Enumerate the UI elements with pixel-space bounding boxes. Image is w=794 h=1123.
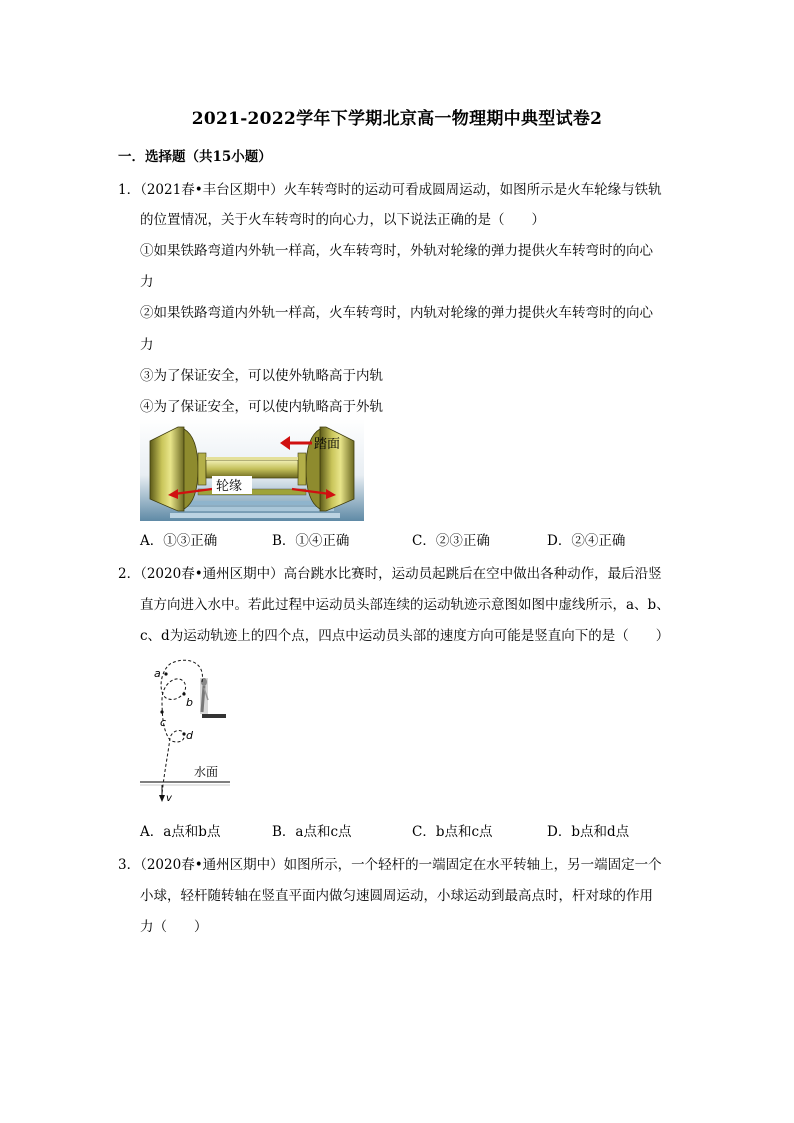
label-a: a (154, 667, 161, 680)
velocity-label: v (166, 793, 172, 804)
flange-label: 轮缘 (216, 479, 243, 494)
q1-statement-2-cont: 力 (140, 337, 154, 353)
point-a (164, 672, 167, 675)
q2-option-b[interactable]: B．a点和c点 (272, 824, 352, 840)
q2-stem-line1: 2．（2020春•通州区期中）高台跳水比赛时，运动员起跳后在空中做出各种动作，最后沿竖 (118, 566, 662, 582)
q3-stem-line1: 3．（2020春•通州区期中）如图所示，一个轻杆的一端固定在水平转轴上，另一端固定一个 (118, 857, 662, 873)
tread-label: 踏面 (314, 437, 341, 452)
q1-stem-line1: 1．（2021春•丰台区期中）火车转弯时的运动可看成圆周运动，如图所示是火车轮缘与铁轨 (118, 182, 662, 198)
diver-figure (200, 678, 208, 714)
q2-option-a[interactable]: A．a点和b点 (140, 824, 221, 840)
q1-statement-2: ②如果铁路弯道内外轨一样高，火车转弯时，内轨对轮缘的弹力提供火车转弯时的向心 (140, 305, 653, 321)
label-d: d (186, 729, 193, 742)
platform (202, 714, 226, 718)
q2-stem-line3: c、d为运动轨迹上的四个点，四点中运动员头部的速度方向可能是竖直向下的是（ ） (140, 628, 670, 644)
q1-stem-line2: 的位置情况，关于火车转弯时的向心力，以下说法正确的是（ ） (140, 212, 545, 228)
q1-statement-1: ①如果铁路弯道内外轨一样高，火车转弯时，外轨对轮缘的弹力提供火车转弯时的向心 (140, 243, 653, 259)
label-b: b (186, 696, 193, 709)
q1-statement-1-cont: 力 (140, 274, 154, 290)
q1-option-a[interactable]: A．①③正确 (140, 533, 218, 549)
q1-option-c[interactable]: C．②③正确 (412, 533, 490, 549)
q2-option-c[interactable]: C．b点和c点 (412, 824, 493, 840)
wheelset-figure (140, 419, 364, 521)
q1-option-d[interactable]: D．②④正确 (547, 533, 626, 549)
section-heading: 一．选择题（共15小题） (118, 149, 272, 165)
q3-stem-line2: 小球，轻杆随转轴在竖直平面内做匀速圆周运动，小球运动到最高点时，杆对球的作用 (140, 888, 653, 904)
q3-stem-line3: 力（ ） (140, 919, 208, 935)
q1-statement-3: ③为了保证安全，可以使外轨略高于内轨 (140, 368, 383, 384)
diving-trajectory-figure (140, 654, 240, 806)
q2-option-d[interactable]: D．b点和d点 (547, 824, 630, 840)
q1-option-b[interactable]: B．①④正确 (272, 533, 350, 549)
page-title: 2021-2022学年下学期北京高一物理期中典型试卷2 (191, 109, 603, 129)
water-label: 水面 (194, 765, 219, 779)
q2-stem-line2: 直方向进入水中。若此过程中运动员头部连续的运动轨迹示意图如图中虚线所示，a、b、 (140, 597, 670, 613)
label-c: c (160, 716, 167, 729)
axle (206, 460, 298, 478)
q1-statement-4: ④为了保证安全，可以使内轨略高于外轨 (140, 399, 383, 415)
point-c (160, 710, 163, 713)
